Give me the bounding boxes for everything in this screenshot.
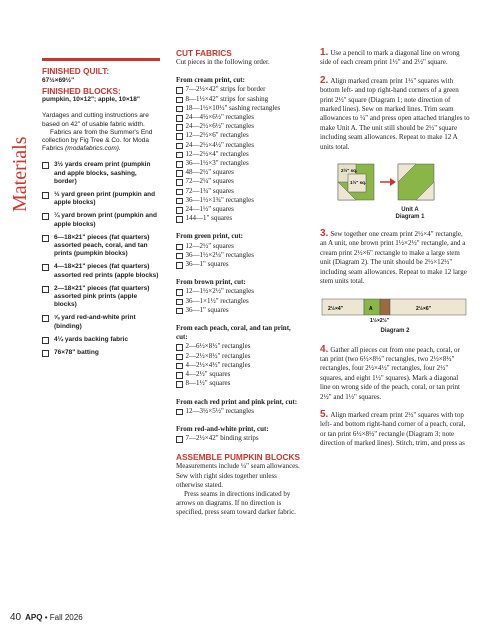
cut-item bbox=[176, 104, 304, 113]
cut-item bbox=[176, 342, 304, 351]
checkbox-icon bbox=[176, 354, 183, 361]
cut-item-text: 8—1½×42" strips for sashing bbox=[185, 94, 269, 103]
label-rect-4: 2½×4" bbox=[328, 305, 344, 312]
step-number: 4. bbox=[320, 343, 329, 355]
binding-cut-list bbox=[176, 434, 304, 443]
step-2 bbox=[320, 76, 470, 152]
cut-item bbox=[176, 150, 304, 159]
material-item bbox=[42, 263, 160, 279]
step-3 bbox=[320, 229, 470, 286]
cut-item bbox=[176, 251, 304, 260]
cut-item-text: 36—1½×2¼" rectangles bbox=[185, 250, 254, 259]
checkbox-icon bbox=[176, 253, 183, 260]
cut-fabrics-heading: CUT FABRICS bbox=[176, 48, 232, 58]
label-a: A bbox=[369, 305, 373, 312]
cut-item bbox=[176, 122, 304, 131]
magazine-name: APQ bbox=[25, 613, 43, 622]
material-item-text: ⅓ yard green print (pumpkin and apple blocks) bbox=[54, 191, 156, 207]
cut-item bbox=[176, 352, 304, 361]
checkbox-icon bbox=[176, 308, 183, 315]
cut-item bbox=[176, 196, 304, 205]
brown-rect bbox=[380, 299, 390, 315]
cut-item bbox=[176, 177, 304, 186]
cut-item-text: 7—2½×42" strips for border bbox=[185, 85, 266, 94]
red-cut-list bbox=[176, 407, 304, 416]
cut-item-text: 12—2½" squares bbox=[185, 241, 234, 250]
material-item-text: 2—18×21" pieces (fat quarters) assorted pink prints (apple blocks) bbox=[54, 284, 150, 309]
checkbox-icon bbox=[176, 152, 183, 159]
checkbox-icon bbox=[176, 179, 183, 186]
checkbox-icon bbox=[176, 409, 183, 416]
finished-blocks-size: pumpkin, 10×12"; apple, 10×18" bbox=[42, 96, 140, 104]
cut-item-text: 2—6½×8½" rectangles bbox=[185, 342, 251, 351]
material-item-text: 76×78" batting bbox=[54, 349, 99, 357]
diagram-1-caption-unit: Unit A bbox=[401, 207, 419, 214]
cut-item bbox=[176, 95, 304, 104]
label-sq-large: 2½" sq. bbox=[341, 168, 358, 174]
checkbox-icon bbox=[176, 363, 183, 370]
materials-list bbox=[42, 161, 160, 357]
checkbox-icon bbox=[176, 244, 183, 251]
cut-item-text: 36—1½×3" rectangles bbox=[185, 159, 249, 168]
cut-item bbox=[176, 434, 304, 443]
label-rect-6: 2½×6" bbox=[416, 305, 432, 312]
checkbox-icon bbox=[176, 372, 183, 379]
instructions-column bbox=[320, 48, 470, 449]
step-1 bbox=[320, 48, 470, 68]
material-item-text: 3½ yards cream print (pumpkin and apple blocks, sashing, border) bbox=[54, 161, 151, 185]
checkbox-icon bbox=[42, 264, 49, 271]
checkbox-icon bbox=[42, 162, 49, 169]
green-cut-list bbox=[176, 242, 304, 270]
checkbox-icon bbox=[42, 213, 49, 220]
cut-item-text: 2—2½×8½" rectangles bbox=[185, 351, 251, 360]
finished-quilt-size: 67½×69½" bbox=[42, 76, 75, 84]
material-item bbox=[42, 336, 160, 344]
cut-item-text: 4—2½×4½" rectangles bbox=[185, 360, 251, 369]
green-heading: From green print, cut: bbox=[176, 232, 244, 241]
diagram-2-graphic bbox=[320, 295, 470, 323]
material-item bbox=[42, 191, 160, 207]
cut-item bbox=[176, 187, 304, 196]
cut-item bbox=[176, 168, 304, 177]
fabrics-link[interactable]: (modafabrics.com). bbox=[65, 145, 121, 153]
checkbox-icon bbox=[42, 192, 49, 199]
material-item-text: ¼ yard brown print (pumpkin and apple blocks) bbox=[54, 212, 157, 228]
cut-item bbox=[176, 159, 304, 168]
cut-item-text: 36—1" squares bbox=[185, 305, 229, 314]
checkbox-icon bbox=[176, 124, 183, 131]
step-number: 3. bbox=[320, 228, 329, 240]
cut-intro: Cut pieces in the following order. bbox=[176, 58, 270, 66]
brown-cut-list bbox=[176, 287, 304, 315]
cut-item-text: 24—2½×4½" rectangles bbox=[185, 140, 254, 149]
material-item bbox=[42, 161, 160, 186]
checkbox-icon bbox=[176, 133, 183, 140]
cut-item bbox=[176, 287, 304, 296]
checkbox-icon bbox=[42, 337, 49, 344]
cut-item bbox=[176, 306, 304, 315]
materials-title-text: Materials bbox=[9, 136, 31, 212]
material-item bbox=[42, 212, 160, 228]
fabrics-note bbox=[42, 129, 160, 154]
material-item-text: 4—18×21" pieces (fat quarters) assorted red prints (apple blocks) bbox=[54, 263, 159, 279]
cut-item-text: 18—1½×10½" sashing rectangles bbox=[185, 103, 281, 112]
diagram-1-caption: Diagram 1 bbox=[395, 214, 425, 221]
cut-item-text: 24—4½×6½" rectangles bbox=[185, 113, 254, 122]
checkbox-icon bbox=[42, 286, 49, 293]
step-text: Align marked cream print 1½" squares with bottom left- and top right-hand corners of a green print 2½" square (Diagram 1; note direction of marked lines). Sew on marked lines. Trim seam allowances to ¼" and press open attached triangles to make Unit A. The unit still should be 2½" square including seam allowances. Repeat to make 12 A units total. bbox=[320, 76, 470, 151]
cut-item bbox=[176, 141, 304, 150]
cut-item-text: 36—1" squares bbox=[185, 260, 229, 269]
cut-item-text: 4—2½" squares bbox=[185, 370, 231, 379]
checkbox-icon bbox=[176, 198, 183, 205]
issue-label: • Fall 2026 bbox=[44, 613, 83, 622]
cream-cut-list bbox=[176, 85, 304, 223]
checkbox-icon bbox=[176, 262, 183, 269]
checkbox-icon bbox=[176, 161, 183, 168]
checkbox-icon bbox=[176, 106, 183, 113]
cream-heading: From cream print, cut: bbox=[176, 76, 245, 85]
checkbox-icon bbox=[176, 207, 183, 214]
step-text: Sew together one cream print 2½×4" rectangle, an A unit, one brown print 1½×2½" rectangle, and a cream print 2½×6" rectangle to make a large stem unit (Diagram 2). The unit should be 2½×12½" including seam allowances. Repeat to make 12 large stem units total. bbox=[320, 230, 467, 286]
diagram-2-caption: Diagram 2 bbox=[380, 327, 410, 334]
materials-sidebar-title bbox=[2, 48, 36, 218]
cut-item-text: 24—1½" squares bbox=[185, 205, 234, 214]
step-text: Align marked cream print 2½" squares with top left- and bottom right-hand corner of a peach, coral, or tan print 6½×8½" rectangle (Diagram 3; note direction of marked lines). Stitch, trim, and press as bbox=[320, 410, 466, 448]
material-item bbox=[42, 314, 160, 330]
step-number: 5. bbox=[320, 408, 329, 420]
cut-item bbox=[176, 113, 304, 122]
step-4 bbox=[320, 345, 470, 402]
cut-item-text: 48—2½" squares bbox=[185, 168, 234, 177]
diagram-2 bbox=[320, 295, 470, 335]
cut-item bbox=[176, 242, 304, 251]
page-footer bbox=[10, 612, 83, 623]
material-item-text: 4¼ yards backing fabric bbox=[54, 335, 129, 343]
yardage-note: Yardages and cutting instructions are based on 42" of usable fabric width. bbox=[42, 112, 149, 128]
brown-heading: From brown print, cut: bbox=[176, 278, 246, 287]
checkbox-icon bbox=[176, 87, 183, 94]
checkbox-icon bbox=[176, 344, 183, 351]
checkbox-icon bbox=[176, 216, 183, 223]
cut-item-text: 144—1" squares bbox=[185, 214, 233, 223]
assemble-heading: ASSEMBLE PUMPKIN BLOCKS bbox=[176, 452, 300, 463]
cut-item bbox=[176, 297, 304, 306]
peach-heading: From each peach, coral, and tan print, cut: bbox=[176, 324, 291, 342]
peach-cut-list bbox=[176, 342, 304, 388]
checkbox-icon bbox=[42, 315, 49, 322]
cut-item-text: 8—1½" squares bbox=[185, 379, 231, 388]
cut-item bbox=[176, 370, 304, 379]
cut-item-text: 12—1½×2½" rectangles bbox=[185, 287, 254, 296]
cut-item-text: 72—2¼" squares bbox=[185, 177, 234, 186]
checkbox-icon bbox=[42, 235, 49, 242]
fabrics-note-text: Fabrics are from the Summer's End collection by Fig Tree & Co. for Moda Fabrics bbox=[42, 128, 153, 153]
arrow-head-icon bbox=[390, 178, 396, 186]
assemble-p1: Measurements include ¼" seam allowances. Sew with right sides together unless otherwise stated. bbox=[176, 462, 300, 489]
checkbox-icon bbox=[176, 299, 183, 306]
step-text: Use a pencil to mark a diagonal line on wrong side of each cream print 1½" and 2½" square. bbox=[320, 49, 460, 67]
checkbox-icon bbox=[176, 289, 183, 296]
step-text: Gather all pieces cut from one peach, coral, or tan print (two 6½×8½" rectangles, two 2½×8½" rectangles, four 2½×4½" rectangles, four 2½" squares, and eight 1½" squares). Mark a diagonal line on wrong side of the peach, coral, or tan print 2½" and 1½" squares. bbox=[320, 345, 460, 401]
checkbox-icon bbox=[176, 143, 183, 150]
cut-item-text: 7—2½×42" binding strips bbox=[185, 434, 259, 443]
red-heading: From each red print and pink print, cut: bbox=[176, 397, 298, 406]
material-item bbox=[42, 285, 160, 310]
cut-item-text: 12—2½×6" rectangles bbox=[185, 131, 249, 140]
diagram-1-graphic bbox=[336, 160, 436, 202]
finished-blocks-heading: FINISHED BLOCKS: bbox=[42, 85, 121, 96]
binding-heading: From red-and-white print, cut: bbox=[176, 424, 269, 433]
assemble-p2: Press seams in directions indicated by arrows on diagrams. If no direction is specified, press seam toward darker fabric. bbox=[176, 489, 296, 517]
cut-item-text: 24—2½×6½" rectangles bbox=[185, 122, 254, 131]
cut-item bbox=[176, 361, 304, 370]
cut-item bbox=[176, 379, 304, 388]
checkbox-icon bbox=[176, 189, 183, 196]
diagram-1 bbox=[336, 160, 436, 221]
label-brown: 1½×2½" bbox=[370, 317, 390, 323]
cut-item-text: 12—2½×4" rectangles bbox=[185, 149, 249, 158]
cut-item-text: 72—1¾" squares bbox=[185, 186, 234, 195]
page-number: 40 bbox=[10, 612, 22, 623]
cut-item-text: 12—3½×5½" rectangles bbox=[185, 406, 254, 415]
step-number: 2. bbox=[320, 74, 329, 86]
cut-item bbox=[176, 85, 304, 94]
material-item bbox=[42, 349, 160, 357]
cut-item bbox=[176, 407, 304, 416]
checkbox-icon bbox=[176, 97, 183, 104]
materials-column bbox=[42, 58, 160, 362]
cut-fabrics-column bbox=[176, 48, 304, 518]
checkbox-icon bbox=[176, 170, 183, 177]
material-item-text: ⅝ yard red-and-white print (binding) bbox=[54, 314, 136, 330]
cut-item bbox=[176, 131, 304, 140]
material-item bbox=[42, 234, 160, 259]
cut-item-text: 36—1×1½" rectangles bbox=[185, 296, 249, 305]
material-item-text: 6—18×21" pieces (fat quarters) assorted peach, coral, and tan prints (pumpkin blocks) bbox=[54, 233, 150, 258]
label-sq-small: 1½" sq. bbox=[350, 180, 367, 186]
cut-item bbox=[176, 205, 304, 214]
finished-quilt-heading: FINISHED QUILT: bbox=[42, 66, 110, 76]
checkbox-icon bbox=[176, 115, 183, 122]
checkbox-icon bbox=[176, 436, 183, 443]
cut-item bbox=[176, 214, 304, 223]
checkbox-icon bbox=[176, 381, 183, 388]
cut-item-text: 36—1½×1¾" rectangles bbox=[185, 195, 254, 204]
step-5 bbox=[320, 410, 470, 449]
step-number: 1. bbox=[320, 47, 329, 58]
checkbox-icon bbox=[42, 350, 49, 357]
cut-item bbox=[176, 260, 304, 269]
